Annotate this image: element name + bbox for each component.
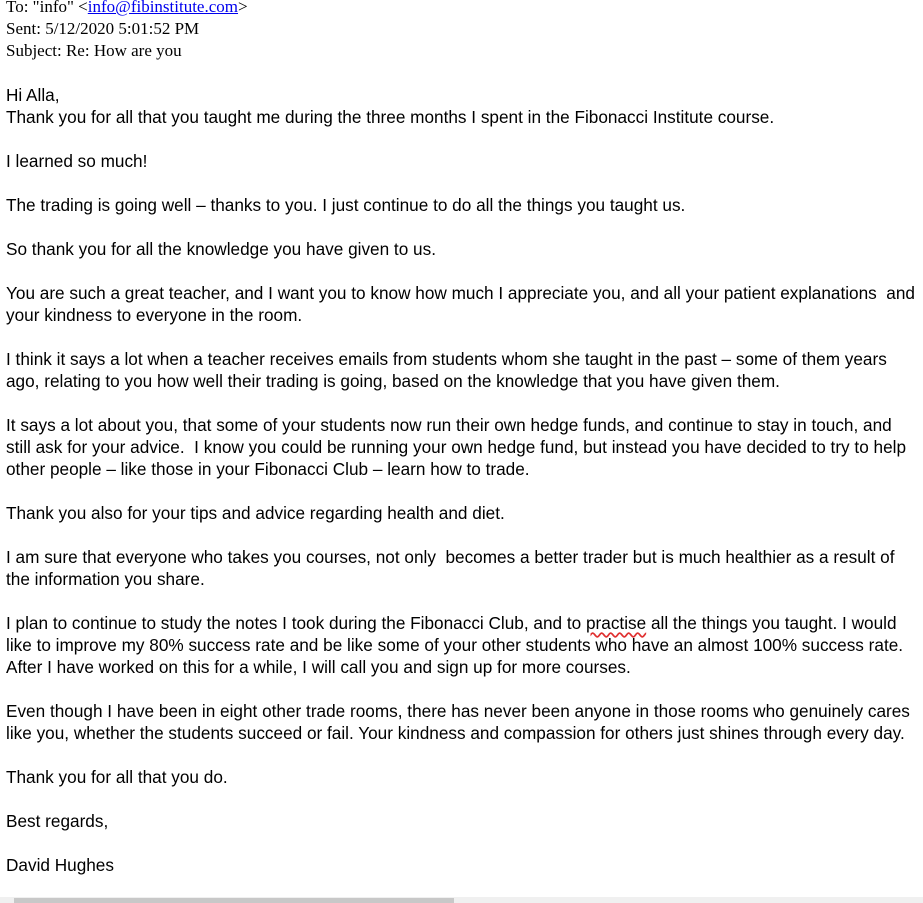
paragraph-4: So thank you for all the knowledge you have given to us. xyxy=(6,239,436,259)
to-close: > xyxy=(238,0,248,16)
email-header xyxy=(6,0,248,62)
subject-line: Subject: Re: How are you xyxy=(6,41,182,60)
paragraph-9: I am sure that everyone who takes you courses, not only becomes a better trader but is much healthier as a result of the information you share. xyxy=(6,547,900,589)
paragraph-2: I learned so much! xyxy=(6,151,148,171)
greeting: Hi Alla, xyxy=(6,85,60,105)
horizontal-scrollbar[interactable] xyxy=(0,897,923,903)
misspelled-word[interactable]: practise xyxy=(585,613,647,633)
paragraph-11: Even though I have been in eight other trade rooms, there has never been anyone in those rooms who genuinely cares like you, whether the students succeed or fail. Your kindness and compassion for others just shines through every day. xyxy=(6,701,915,743)
email-body xyxy=(6,84,920,876)
paragraph-6: I think it says a lot when a teacher receives emails from students whom she taught in the past – some of them years ago, relating to you how well their trading is going, based on the knowledge that you have given them. xyxy=(6,349,892,391)
scrollbar-thumb[interactable] xyxy=(14,898,454,903)
sent-line: Sent: 5/12/2020 5:01:52 PM xyxy=(6,19,200,38)
paragraph-3: The trading is going well – thanks to you. I just continue to do all the things you taught us. xyxy=(6,195,686,215)
paragraph-1: Thank you for all that you taught me during the three months I spent in the Fibonacci Institute course. xyxy=(6,107,775,127)
paragraph-7: It says a lot about you, that some of your students now run their own hedge funds, and continue to stay in touch, and still ask for your advice. I know you could be running your own hedge fund, but instead you have decided to try to help other people – like those in your Fibonacci Club – learn how to trade. xyxy=(6,415,911,479)
paragraph-12: Thank you for all that you do. xyxy=(6,767,228,787)
paragraph-10-end: all the things you taught. I would like to improve my 80% success rate and be like some of your other students who have an almost 100% success rate. After I have worked on this for a while, I will call you and sign up for more courses. xyxy=(6,613,907,677)
closing: Best regards, xyxy=(6,811,109,831)
paragraph-8: Thank you also for your tips and advice regarding health and diet. xyxy=(6,503,505,523)
to-line xyxy=(6,0,248,18)
paragraph-10-start: I plan to continue to study the notes I took during the Fibonacci Club, and to xyxy=(6,613,586,633)
signature: David Hughes xyxy=(6,855,114,875)
to-email-link[interactable]: info@fibinstitute.com xyxy=(87,0,239,16)
paragraph-10 xyxy=(6,612,920,678)
to-label: To: "info" < xyxy=(6,0,88,16)
paragraph-5: You are such a great teacher, and I want you to know how much I appreciate you, and all your patient explanations and your kindness to everyone in the room. xyxy=(6,283,920,325)
